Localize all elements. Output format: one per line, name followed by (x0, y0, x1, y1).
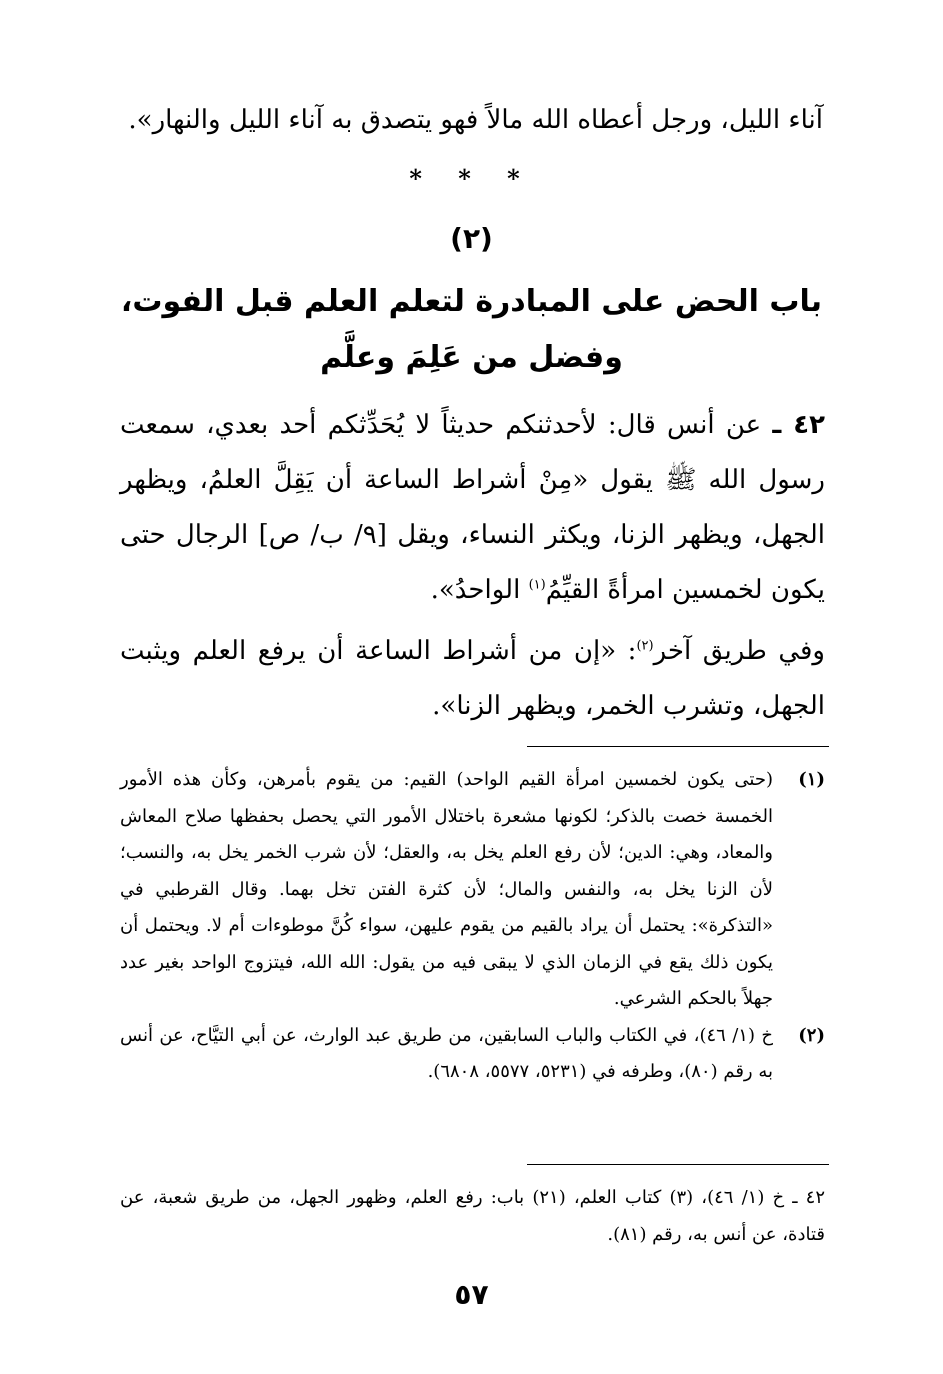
chapter-number: (٢) (450, 222, 493, 255)
chapter-title-line-1: باب الحض على المبادرة لتعلم العلم قبل الفوت، (120, 284, 823, 319)
hadith-text-end: الواحدُ». (430, 575, 529, 605)
continuation-line: آناء الليل، ورجل أعطاه الله مالاً فهو يتصدق به آناء الليل والنهار». (128, 105, 823, 135)
other-path-intro: وفي طريق آخر (653, 636, 825, 666)
chapter-title (0, 274, 943, 386)
hadith-body (120, 398, 825, 740)
footnote-2 (120, 1018, 825, 1091)
section-separator-stars: * * * (409, 164, 534, 193)
chapter-title-line-2: وفضل من عَلِمَ وعلَّم (320, 340, 623, 375)
footnote-divider (527, 746, 829, 747)
other-path-text: : «إن من أشراط الساعة أن يرفع العلم ويثبت الجهل، وتشرب الخمر، ويظهر الزنا». (120, 636, 825, 721)
footnote-ref-2: (٢) (636, 638, 654, 654)
page-number: ٥٧ (454, 1278, 489, 1311)
footnote-2-text: خ (١/ ٤٦)، في الكتاب والباب السابقين، من طريق عبد الوارث، عن أبي التيَّاح، عن أنس به رقم (٨٠)، وطرفه في (٥٢٣١، ٥٥٧٧، ٦٨٠٨). (120, 1024, 773, 1082)
footnote-1 (120, 762, 825, 1018)
hadith-text: عن أنس قال: لأحدثنكم حديثاً لا يُحَدِّثكم أحد بعدي، سمعت رسول الله ﷺ يقول «مِنْ أشراط الساعة أن يَقِلَّ العلمُ، ويظهر الجهل، ويظهر الزنا، ويكثر النساء، ويقل [٩/ ب/ ص] الرجال حتى يكون لخمسين امرأةً القيِّمُ (120, 410, 825, 605)
hadith-paragraph (120, 398, 825, 618)
footnotes (120, 762, 825, 1091)
source-note: ٤٢ ـ خ (١/ ٤٦)، (٣) كتاب العلم، (٢١) باب: رفع العلم، وظهور الجهل، من طريق شعبة، عن قتادة، عن أنس به، رقم (٨١). (120, 1187, 825, 1245)
footnote-ref-1: (١) (528, 577, 546, 593)
footnote-1-text: (حتى يكون لخمسين امرأة القيم الواحد) القيم: من يقوم بأمرهن، وكأن هذه الأمور الخمسة خصت بالذكر؛ لكونها مشعرة باختلال الأمور التي يحصل بحفظها صلاح المعاش والمعاد، وهي: الدين؛ لأن رفع العلم يخل به، والعقل؛ لأن شرب الخمر يخل به، والنسب؛ لأن الزنا يخل به، والنفس والمال؛ لأن كثرة الفتن تخل بهما. وقال القرطبي في «التذكرة»: يحتمل أن يراد بالقيم من يقوم عليهن، سواء كُنَّ موطوءات أم لا. ويحتمل أن يكون ذلك يقع في الزمان الذي لا يبقى فيه من يقول: الله الله، فيتزوج الواحد بغير عدد جهلاً بالحكم الشرعي. (120, 769, 773, 1009)
footnote-1-number: (١) (798, 769, 825, 790)
footnote-2-number: (٢) (798, 1024, 825, 1046)
hadith-number: ٤٢ ـ (772, 410, 825, 440)
other-path-paragraph (120, 624, 825, 734)
source-divider (527, 1164, 829, 1165)
